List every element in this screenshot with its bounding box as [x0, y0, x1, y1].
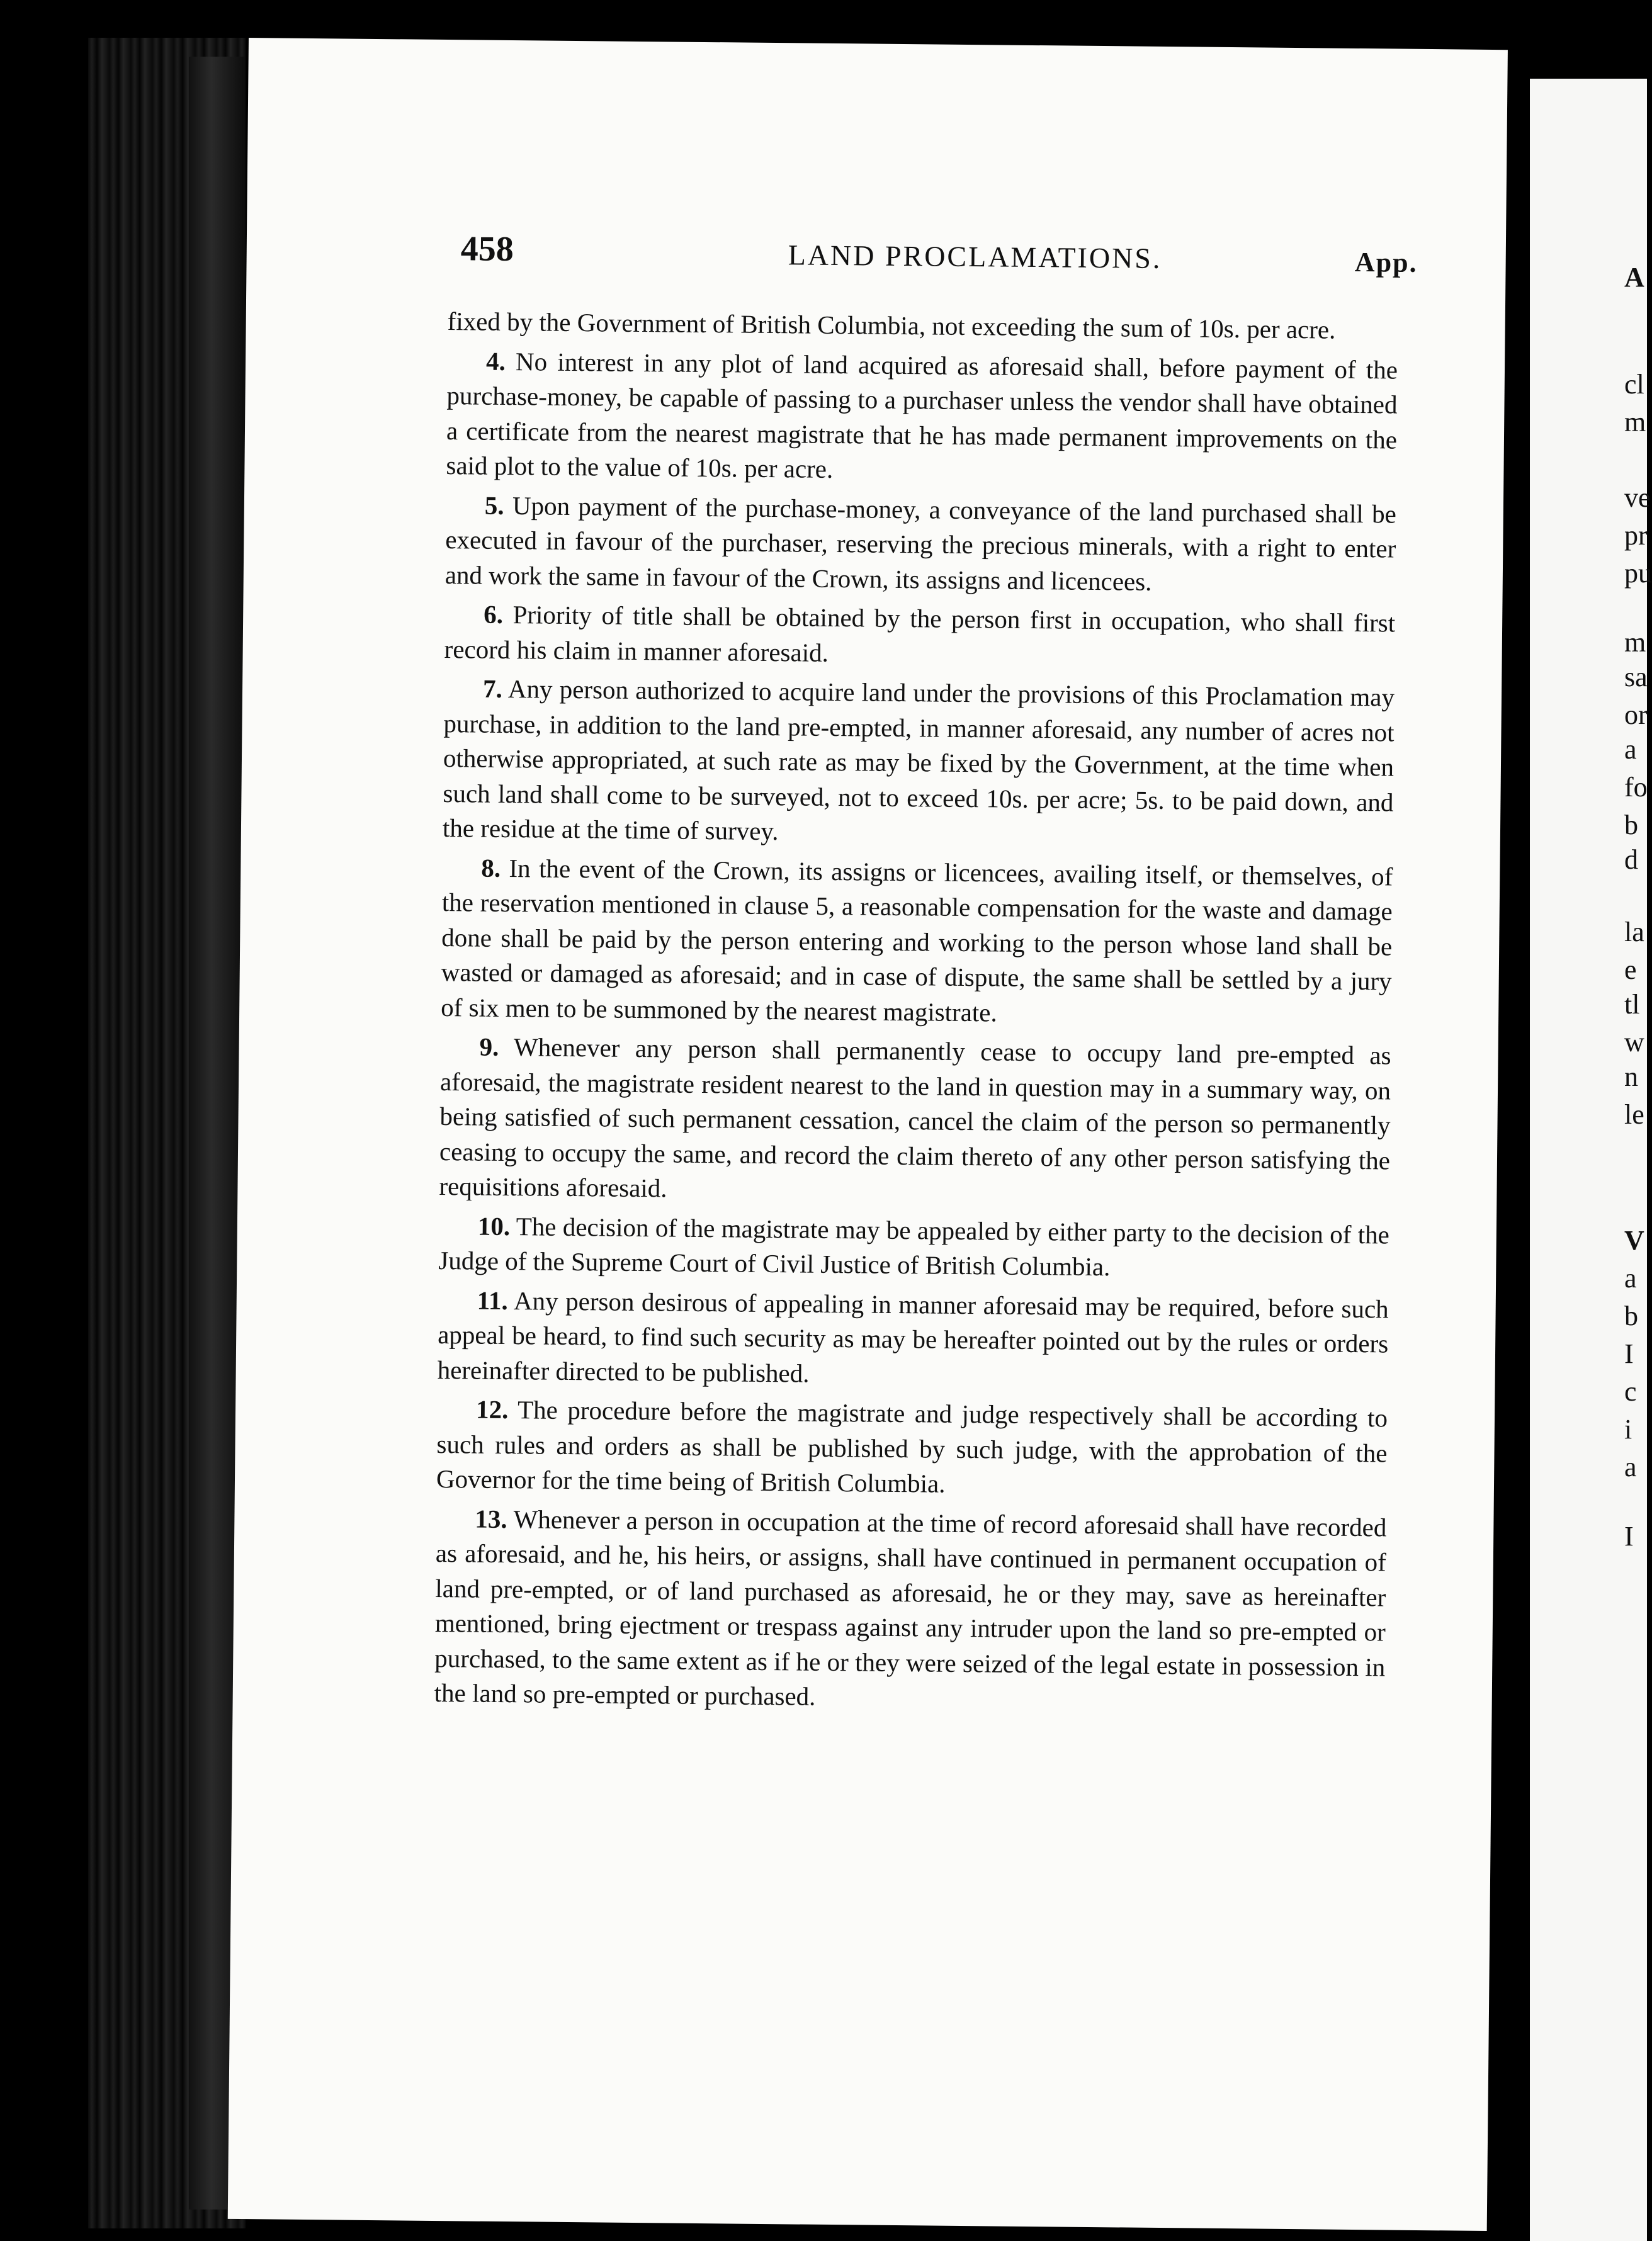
adjacent-fragment: ve	[1624, 482, 1651, 513]
clause-text: The decision of the magistrate may be appealed by either party to the decision of the Judge of the Supreme Court of Civil Justice of British Columbia.	[438, 1211, 1390, 1282]
adjacent-fragment: d	[1624, 844, 1638, 875]
adjacent-fragment: b	[1624, 810, 1638, 840]
clause-text: Whenever a person in occupation at the time of record aforesaid shall have recorded as aforesaid, and he, his heirs, or assigns, shall have continued in permanent occupation of land pre-empted, or of land purchased as aforesaid, he or they may, save as hereinafter mentioned, bring ejectment or trespass against any intruder upon the land so pre-empted or purchased, to the same extent as if he or they were seized of the legal estate in possession in the land so pre-empted or purchased.	[434, 1504, 1387, 1711]
adjacent-fragment: a	[1624, 1452, 1637, 1482]
clause-text: Any person authorized to acquire land under the provisions of this Proclamation may purchase, in addition to the land pre-empted, in manner aforesaid, any number of acres not otherwise appropriated, at such rate as may be fixed by the Government, at the time when such land shall come to be surveyed, not to exceed 10s. per acre; 5s. to be paid down, and the residue at the time of survey.	[442, 674, 1395, 846]
adjacent-fragment: sa	[1624, 662, 1648, 692]
adjacent-fragment: w	[1624, 1027, 1644, 1058]
adjacent-fragment: b	[1624, 1301, 1638, 1331]
adjacent-fragment: V	[1624, 1225, 1644, 1256]
clause-text: Priority of title shall be obtained by the person first in occupation, who shall first record his claim in manner aforesaid.	[444, 600, 1396, 667]
adjacent-fragment: a	[1624, 1263, 1637, 1294]
clause-number: 13.	[475, 1504, 507, 1533]
running-head	[460, 229, 1418, 288]
clause-7	[443, 671, 1395, 855]
clause-13	[434, 1501, 1387, 1719]
opening-paragraph: fixed by the Government of British Columbia, not exceeding the sum of 10s. per acre.	[447, 307, 1336, 344]
clause-12	[436, 1392, 1388, 1506]
clause-11	[437, 1282, 1389, 1396]
adjacent-fragment: m	[1624, 627, 1646, 658]
adjacent-fragment: i	[1624, 1414, 1632, 1445]
clause-text: Whenever any person shall permanently cease to occupy land pre-empted as aforesaid, the magistrate resident nearest to the land in question may in a summary way, on being satisfied of such permanent cessation, cancel the claim of the person so permanently ceasing to occupy the same, and record the claim thereto of any other person satisfying the requisitions aforesaid.	[439, 1032, 1391, 1203]
clause-10	[438, 1208, 1389, 1287]
book-page	[228, 38, 1508, 2231]
adjacent-fragment: A	[1624, 262, 1644, 293]
clause-number: 9.	[479, 1032, 499, 1061]
clause-number: 7.	[482, 674, 503, 703]
clause-6	[444, 597, 1395, 675]
clause-number: 5.	[484, 490, 504, 520]
clause-number: 11.	[477, 1285, 508, 1315]
clause-number: 10.	[477, 1211, 511, 1241]
adjacent-fragment: or	[1624, 699, 1648, 730]
body-text	[434, 304, 1398, 1724]
adjacent-fragment: tl	[1624, 989, 1640, 1020]
adjacent-fragment: n	[1624, 1061, 1638, 1092]
adjacent-fragment: e	[1624, 954, 1637, 985]
clause-text: The procedure before the magistrate and judge respectively shall be according to such rules and orders as shall be published by such judge, with the approbation of the Governor for the time being of British Columbia.	[436, 1395, 1388, 1498]
adjacent-fragment: m	[1624, 407, 1646, 437]
clause-number: 6.	[484, 599, 504, 629]
adjacent-fragment: pu	[1624, 558, 1652, 589]
running-head-section: App.	[1354, 246, 1418, 278]
adjacent-fragment: la	[1624, 917, 1644, 947]
clause-4	[446, 344, 1398, 492]
clause-text: Any person desirous of appealing in manner aforesaid may be required, before such appeal be heard, to find such security as may be hereafter pointed out by the rules or orders hereinafter directed to be published.	[437, 1285, 1389, 1388]
clause-8	[441, 850, 1393, 1034]
page-number: 458	[460, 229, 514, 269]
clause-number: 12.	[475, 1394, 509, 1425]
adjacent-fragment: fo	[1624, 772, 1648, 803]
clause-text: No interest in any plot of land acquired as aforesaid shall, before payment of the purchase-money, be capable of passing to a purchaser unless the vendor shall have obtained a certificate from the nearest magistrate that he has made permanent improvements on the said plot to the value of 10s. per acre.	[446, 346, 1398, 483]
clause-number: 4.	[485, 346, 506, 376]
adjacent-fragment: I	[1624, 1338, 1634, 1369]
adjacent-page-edge	[1530, 79, 1652, 2241]
adjacent-fragment: a	[1624, 734, 1637, 765]
clause-text: In the event of the Crown, its assigns or licencees, availing itself, or themselves, of the reservation mentioned in clause 5, a reasonable compensation for the waste and damage done shall be paid by the person entering and working to the person whose land shall be wasted or damaged as aforesaid; and in case of dispute, the same shall be settled by a jury of six men to be summoned by the nearest magistrate.	[441, 853, 1393, 1027]
clause-9	[439, 1029, 1391, 1213]
running-head-title: LAND PROCLAMATIONS.	[788, 239, 1162, 274]
clause-text: Upon payment of the purchase-money, a conveyance of the land purchased shall be executed in favour of the purchaser, reserving the precious minerals, with a right to enter and work the same in favour of the Crown, its assigns and licencees.	[444, 490, 1397, 596]
adjacent-fragment: c	[1624, 1376, 1637, 1407]
clause-5	[445, 488, 1397, 602]
adjacent-fragment: cl	[1624, 369, 1644, 400]
adjacent-fragment: pr	[1624, 520, 1648, 551]
clause-number: 8.	[481, 853, 501, 883]
adjacent-fragment: I	[1624, 1521, 1634, 1552]
adjacent-fragment: le	[1624, 1099, 1644, 1130]
